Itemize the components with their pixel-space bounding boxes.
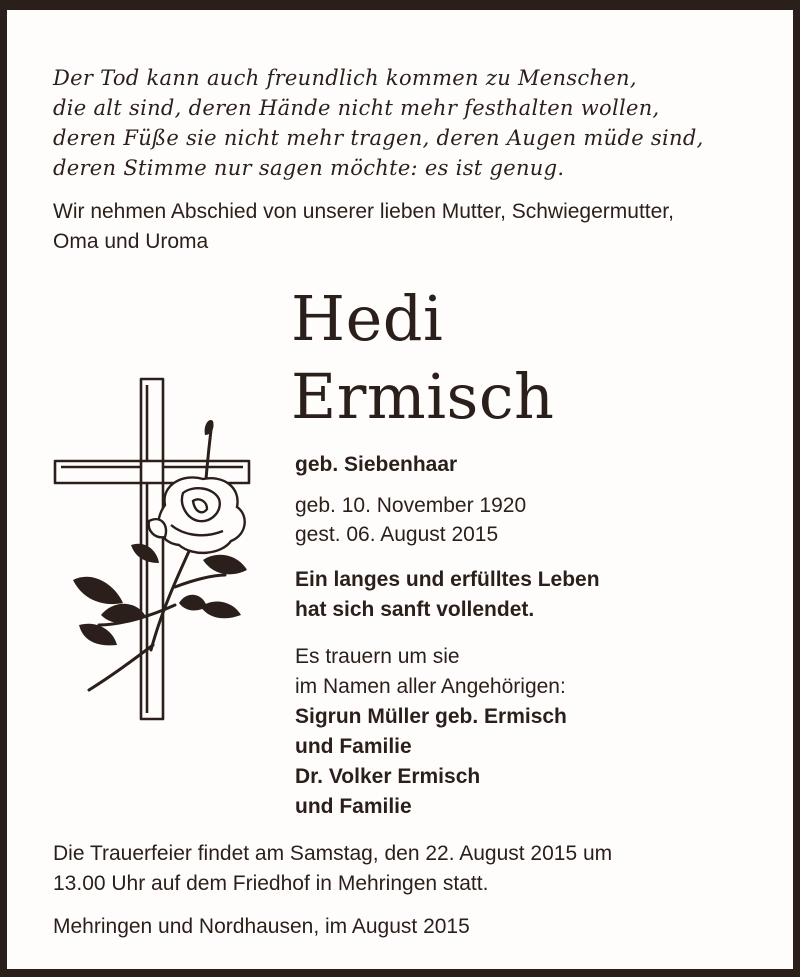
poem-line: deren Füße sie nicht mehr tragen, deren Augen müde sind, bbox=[53, 126, 704, 150]
cross-with-rose-icon bbox=[53, 375, 253, 725]
death-date: gest. 06. August 2015 bbox=[295, 523, 499, 546]
intro-line: Wir nehmen Abschied von unserer lieben Mutter, Schwiegermutter, bbox=[53, 200, 674, 223]
maiden-name: geb. Siebenhaar bbox=[295, 453, 458, 476]
poem-line: die alt sind, deren Hände nicht mehr festhalten wollen, bbox=[53, 96, 660, 120]
deceased-last-name: Ermisch bbox=[291, 360, 555, 433]
intro-line: Oma und Uroma bbox=[53, 230, 209, 253]
funeral-line: Die Trauerfeier findet am Samstag, den 22. August 2015 um bbox=[53, 842, 613, 865]
mourner-line: und Familie bbox=[295, 795, 412, 818]
poem-line: Der Tod kann auch freundlich kommen zu Menschen, bbox=[53, 66, 637, 90]
mourners-intro-line: im Namen aller Angehörigen: bbox=[295, 675, 566, 698]
epitaph-line: Ein langes und erfülltes Leben bbox=[295, 568, 600, 591]
mourner-line: Dr. Volker Ermisch bbox=[295, 765, 481, 788]
birth-date: geb. 10. November 1920 bbox=[295, 494, 527, 517]
deceased-first-name: Hedi bbox=[291, 282, 444, 355]
mourner-line: und Familie bbox=[295, 735, 412, 758]
poem-line: deren Stimme nur sagen möchte: es ist genug. bbox=[53, 156, 565, 180]
epitaph-line: hat sich sanft vollendet. bbox=[295, 598, 535, 621]
mourners-intro-line: Es trauern um sie bbox=[295, 645, 460, 668]
mourner-line: Sigrun Müller geb. Ermisch bbox=[295, 705, 567, 728]
closing-line: Mehringen und Nordhausen, im August 2015 bbox=[53, 915, 470, 938]
funeral-line: 13.00 Uhr auf dem Friedhof in Mehringen statt. bbox=[53, 872, 489, 895]
